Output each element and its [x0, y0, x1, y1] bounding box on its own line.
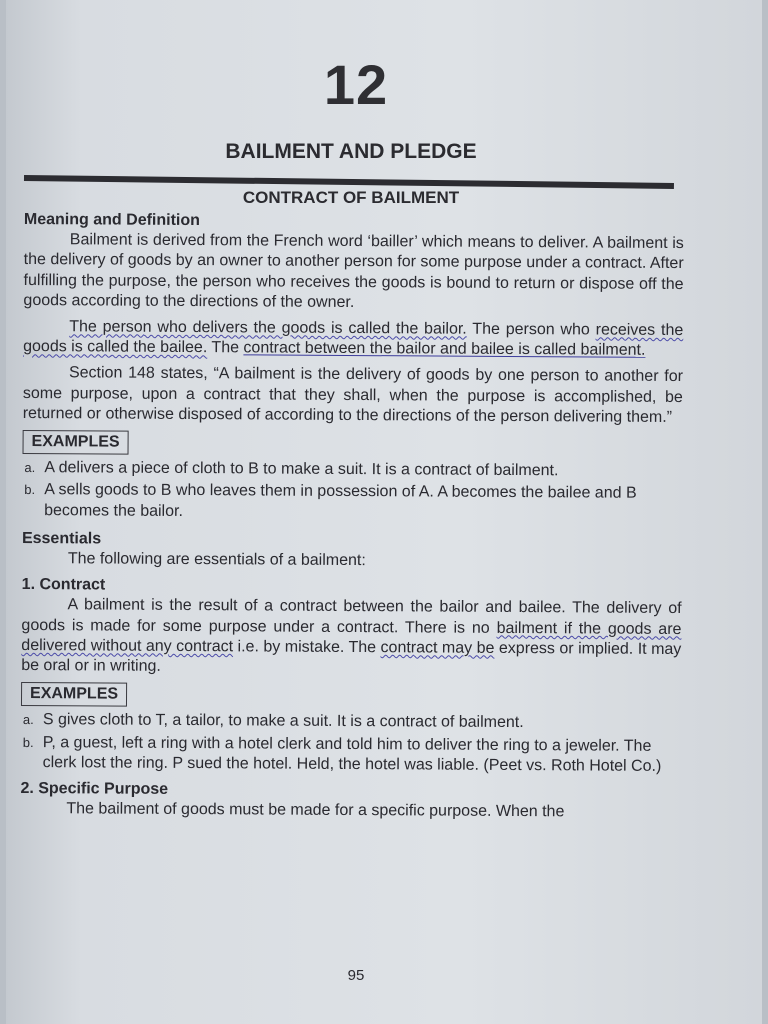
title-rule	[24, 175, 674, 189]
body-text	[20, 210, 684, 824]
meaning-heading: Meaning and Definition	[23, 210, 200, 230]
list-item: a. A delivers a piece of cloth to B to make a suit. It is a contract of bailment.	[24, 459, 559, 480]
book-page	[6, 0, 762, 1024]
examples-label-2: EXAMPLES	[21, 682, 127, 707]
essentials-heading: Essentials	[21, 529, 102, 548]
list-item: b. A sells goods to B who leaves them in possession of A. A becomes the bailee and B becomes the bailor.	[24, 481, 637, 520]
chapter-number: 12	[323, 53, 389, 116]
list-item: b. P, a guest, left a ring with a hotel clerk and told him to deliver the ring to a jeweler. The clerk lost the ring. P sued the hotel. Held, the hotel was liable. (Peet vs. Roth Hotel Co.)	[22, 733, 662, 775]
examples-list-2	[21, 710, 681, 777]
examples-label-1: EXAMPLES	[23, 430, 129, 455]
examples-list-1	[22, 458, 682, 525]
page-number: 95	[347, 967, 365, 984]
section-148-paragraph: Section 148 states, “A bailment is the delivery of goods by one person to another for some purpose, upon a contract that they shall, when the purpose is accomplished, be returned or otherwise disposed of according to the directions of the person delivering them.”	[22, 364, 684, 426]
chapter-title: BAILMENT AND PLEDGE	[225, 140, 477, 163]
essential-1-text: A bailment is the result of a contract between the bailor and bailee. The delivery of goods is made for some purpose under a contract. There is no bailment if the goods are delivered without any contract i.e. by mistake. The contract may be express or implied. It may be oral or in writing.	[21, 596, 682, 675]
list-item: a. S gives cloth to T, a tailor, to make a suit. It is a contract of bailment.	[22, 711, 524, 732]
essential-2-heading: 2. Specific Purpose	[20, 780, 169, 798]
essentials-intro: The following are essentials of a bailment:	[67, 550, 366, 570]
essential-1-heading: 1. Contract	[21, 576, 106, 594]
meaning-paragraph-1: Bailment is derived from the French word ‘bailler’ which means to deliver. A bailment is the delivery of goods by an owner to another person for some purpose under a contract. After fulfilling the purpose, the person who receives the goods is bound to return or dispose off the goods according to the directions of the owner.	[23, 231, 684, 311]
bailor-definition: The person who delivers the goods is called the bailor.	[69, 318, 467, 338]
bailment-definition: contract between the bailor and bailee is called bailment.	[243, 339, 646, 360]
contract-emphasis: bailment if the goods are delivered without any contract	[21, 619, 682, 656]
essential-2-text: The bailment of goods must be made for a specific purpose. When the	[66, 800, 565, 821]
meaning-paragraph-2: The person who delivers the goods is called the bailor. The person who receives the goods is called the bailee. The contract between the bailor and bailee is called bailment.	[23, 318, 684, 360]
section-title: CONTRACT OF BAILMENT	[242, 188, 460, 207]
bailee-definition: receives the goods is called the bailee.	[23, 321, 684, 357]
